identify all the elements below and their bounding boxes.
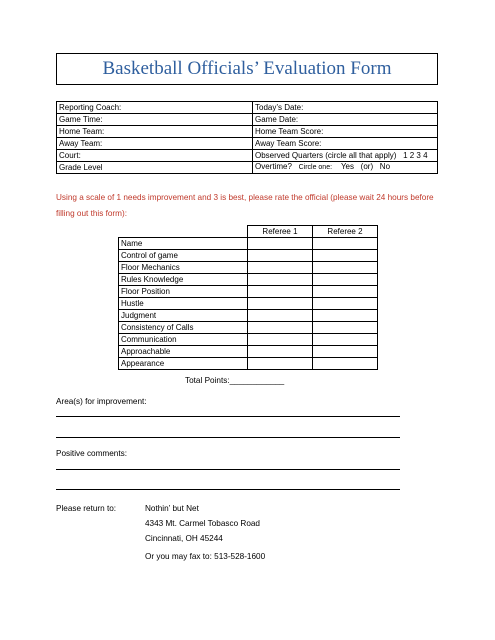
criterion-label: Rules Knowledge: [119, 274, 248, 286]
referee-1-cell[interactable]: [248, 286, 313, 298]
overtime-or-label: (or): [360, 162, 374, 171]
return-label: Please return to:: [56, 504, 117, 513]
overtime-field[interactable]: [253, 162, 438, 174]
criterion-label: Appearance: [119, 358, 248, 370]
rating-row-control-of-game: [119, 250, 378, 262]
rating-row-communication: [119, 334, 378, 346]
rating-row-approachable: [119, 346, 378, 358]
referee-2-cell[interactable]: [313, 238, 378, 250]
info-row: [57, 126, 438, 138]
referee-2-cell[interactable]: [313, 298, 378, 310]
rating-row-judgment: [119, 310, 378, 322]
rating-row-hustle: [119, 298, 378, 310]
criterion-label: Floor Mechanics: [119, 262, 248, 274]
info-row: [57, 138, 438, 150]
away-team-field[interactable]: Away Team:: [57, 138, 253, 150]
reporting-coach-field[interactable]: Reporting Coach:: [57, 102, 253, 114]
referee-1-cell[interactable]: [248, 334, 313, 346]
referee-2-cell[interactable]: [313, 346, 378, 358]
overtime-no-option[interactable]: No: [379, 162, 391, 171]
game-time-field[interactable]: Game Time:: [57, 114, 253, 126]
referee-2-cell[interactable]: [313, 310, 378, 322]
circle-one-label: Circle one:: [298, 164, 333, 171]
game-info-table: [56, 101, 438, 174]
referee-1-cell[interactable]: [248, 238, 313, 250]
form-title: Basketball Officials’ Evaluation Form: [102, 58, 392, 79]
info-row: [57, 150, 438, 162]
referee-2-header: Referee 2: [313, 226, 378, 238]
todays-date-field[interactable]: Today’s Date:: [253, 102, 438, 114]
rating-header-row: [119, 226, 378, 238]
rating-row-consistency: [119, 322, 378, 334]
fax-line: Or you may fax to: 513-528-1600: [145, 552, 266, 561]
criterion-label: Control of game: [119, 250, 248, 262]
rating-row-rules-knowledge: [119, 274, 378, 286]
improvement-line[interactable]: [56, 416, 400, 417]
info-row: [57, 102, 438, 114]
info-row: [57, 162, 438, 174]
referee-2-cell[interactable]: [313, 250, 378, 262]
referee-2-cell[interactable]: [313, 322, 378, 334]
rating-row-floor-position: [119, 286, 378, 298]
info-row: [57, 114, 438, 126]
referee-1-cell[interactable]: [248, 322, 313, 334]
total-points-label[interactable]: Total Points:____________: [185, 376, 285, 385]
grade-level-field[interactable]: Grade Level: [57, 162, 253, 174]
improvement-label: Area(s) for improvement:: [56, 397, 147, 406]
improvement-line[interactable]: [56, 437, 400, 438]
home-team-field[interactable]: Home Team:: [57, 126, 253, 138]
quarter-options[interactable]: 1 2 3 4: [403, 150, 428, 160]
referee-1-cell[interactable]: [248, 346, 313, 358]
referee-1-cell[interactable]: [248, 250, 313, 262]
referee-2-cell[interactable]: [313, 358, 378, 370]
referee-1-cell[interactable]: [248, 274, 313, 286]
referee-2-cell[interactable]: [313, 286, 378, 298]
criterion-label: Hustle: [119, 298, 248, 310]
referee-2-cell[interactable]: [313, 274, 378, 286]
referee-2-cell[interactable]: [313, 334, 378, 346]
positive-comments-line[interactable]: [56, 489, 400, 490]
return-name: Nothin’ but Net: [145, 504, 199, 513]
overtime-yes-option[interactable]: Yes: [340, 162, 354, 171]
rating-instructions: Using a scale of 1 needs improvement and 3 is best, please rate the official (please wait 24 hours before filling out this form):: [56, 193, 434, 218]
overtime-label: Overtime?: [255, 162, 292, 171]
referee-1-cell[interactable]: [248, 262, 313, 274]
referee-1-cell[interactable]: [248, 358, 313, 370]
rating-table: [118, 225, 378, 370]
criterion-label: Communication: [119, 334, 248, 346]
observed-quarters-label: Observed Quarters (circle all that apply): [255, 150, 397, 160]
rating-header-blank: [119, 226, 248, 238]
return-address: 4343 Mt. Carmel Tobasco Road: [145, 519, 260, 528]
criterion-label: Name: [119, 238, 248, 250]
away-score-field[interactable]: Away Team Score:: [253, 138, 438, 150]
game-date-field[interactable]: Game Date:: [253, 114, 438, 126]
criterion-label: Approachable: [119, 346, 248, 358]
return-city: Cincinnati, OH 45244: [145, 534, 223, 543]
observed-quarters-field[interactable]: [253, 150, 438, 162]
referee-1-cell[interactable]: [248, 310, 313, 322]
court-field[interactable]: Court:: [57, 150, 253, 162]
positive-comments-line[interactable]: [56, 469, 400, 470]
title-box: [56, 53, 438, 85]
rating-row-floor-mechanics: [119, 262, 378, 274]
referee-2-cell[interactable]: [313, 262, 378, 274]
referee-1-header: Referee 1: [248, 226, 313, 238]
criterion-label: Floor Position: [119, 286, 248, 298]
positive-comments-label: Positive comments:: [56, 449, 127, 458]
rating-row-name: [119, 238, 378, 250]
home-score-field[interactable]: Home Team Score:: [253, 126, 438, 138]
criterion-label: Judgment: [119, 310, 248, 322]
rating-row-appearance: [119, 358, 378, 370]
referee-1-cell[interactable]: [248, 298, 313, 310]
criterion-label: Consistency of Calls: [119, 322, 248, 334]
